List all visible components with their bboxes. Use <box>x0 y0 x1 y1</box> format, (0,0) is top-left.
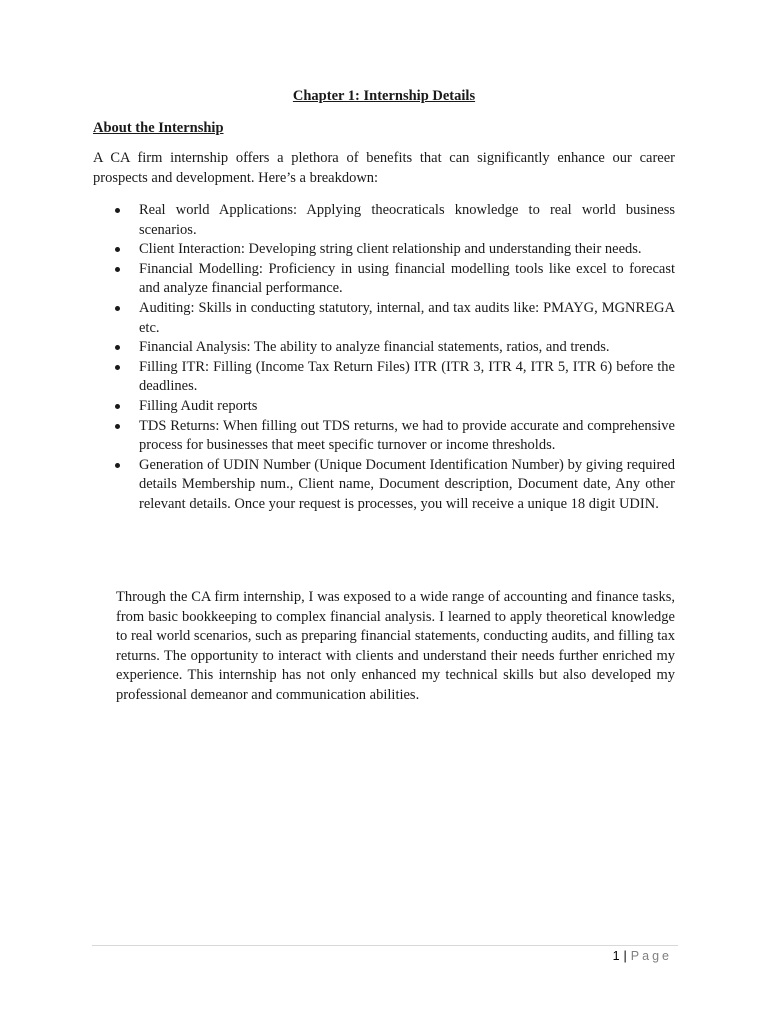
bullet-icon <box>115 208 120 213</box>
list-item <box>93 240 675 260</box>
bullet-icon <box>115 424 120 429</box>
list-item-text: Real world Applications: Applying theocraticals knowledge to real world business scenarios. <box>139 202 675 238</box>
list-item <box>93 201 675 240</box>
list-item-text: Financial Analysis: The ability to analyze financial statements, ratios, and trends. <box>139 339 610 356</box>
list-item-text: Financial Modelling: Proficiency in using financial modelling tools like excel to forecast and analyze financial performance. <box>139 260 675 297</box>
summary-paragraph: Through the CA firm internship, I was exposed to a wide range of accounting and finance tasks, from basic bookkeeping to complex financial analysis. I learned to apply theoretical knowledge to real world scenarios, such as preparing financial statements, conducting audits, and filling tax returns. The opportunity to interact with clients and understand their needs further enriched my experience. This internship has not only enhanced my technical skills but also developed my professional demeanor and communication abilities. <box>116 589 675 703</box>
footer-separator: | <box>623 949 627 963</box>
list-item <box>93 358 675 397</box>
bullet-icon <box>115 345 120 350</box>
list-item <box>93 456 675 515</box>
list-item-text: Filling ITR: Filling (Income Tax Return Files) ITR (ITR 3, ITR 4, ITR 5, ITR 6) before the deadlines. <box>139 358 675 395</box>
list-item <box>93 299 675 338</box>
list-item <box>93 260 675 299</box>
list-item <box>93 338 675 358</box>
benefits-list <box>93 201 675 515</box>
bullet-icon <box>115 247 120 252</box>
list-item-text: Filling Audit reports <box>139 397 258 414</box>
list-item <box>93 417 675 456</box>
list-item-text: Auditing: Skills in conducting statutory, internal, and tax audits like: PMAYG, MGNREGA etc. <box>139 299 675 336</box>
list-item-text: Client Interaction: Developing string client relationship and understanding their needs. <box>139 241 642 258</box>
intro-paragraph: A CA firm internship offers a plethora of benefits that can significantly enhance our career prospects and development. Here’s a breakdown: <box>93 150 675 186</box>
bullet-icon <box>115 463 120 468</box>
section-heading: About the Internship <box>93 120 224 136</box>
bullet-icon <box>115 306 120 311</box>
list-item <box>93 397 675 417</box>
chapter-title: Chapter 1: Internship Details <box>292 88 476 104</box>
footer-divider <box>92 945 678 946</box>
page-footer <box>613 947 672 965</box>
bullet-icon <box>115 267 120 272</box>
bullet-icon <box>115 404 120 409</box>
bullet-icon <box>115 365 120 370</box>
page-label: Page <box>630 949 672 963</box>
list-item-text: Generation of UDIN Number (Unique Document Identification Number) by giving required details Membership num., Client name, Document description, Document date, Any other relevant details. Once your request is processes, you will receive a unique 18 digit UDIN. <box>139 456 675 512</box>
page-number: 1 <box>612 949 620 963</box>
list-item-text: TDS Returns: When filling out TDS returns, we had to provide accurate and comprehensive process for businesses that meet specific turnover or income thresholds. <box>139 417 675 454</box>
